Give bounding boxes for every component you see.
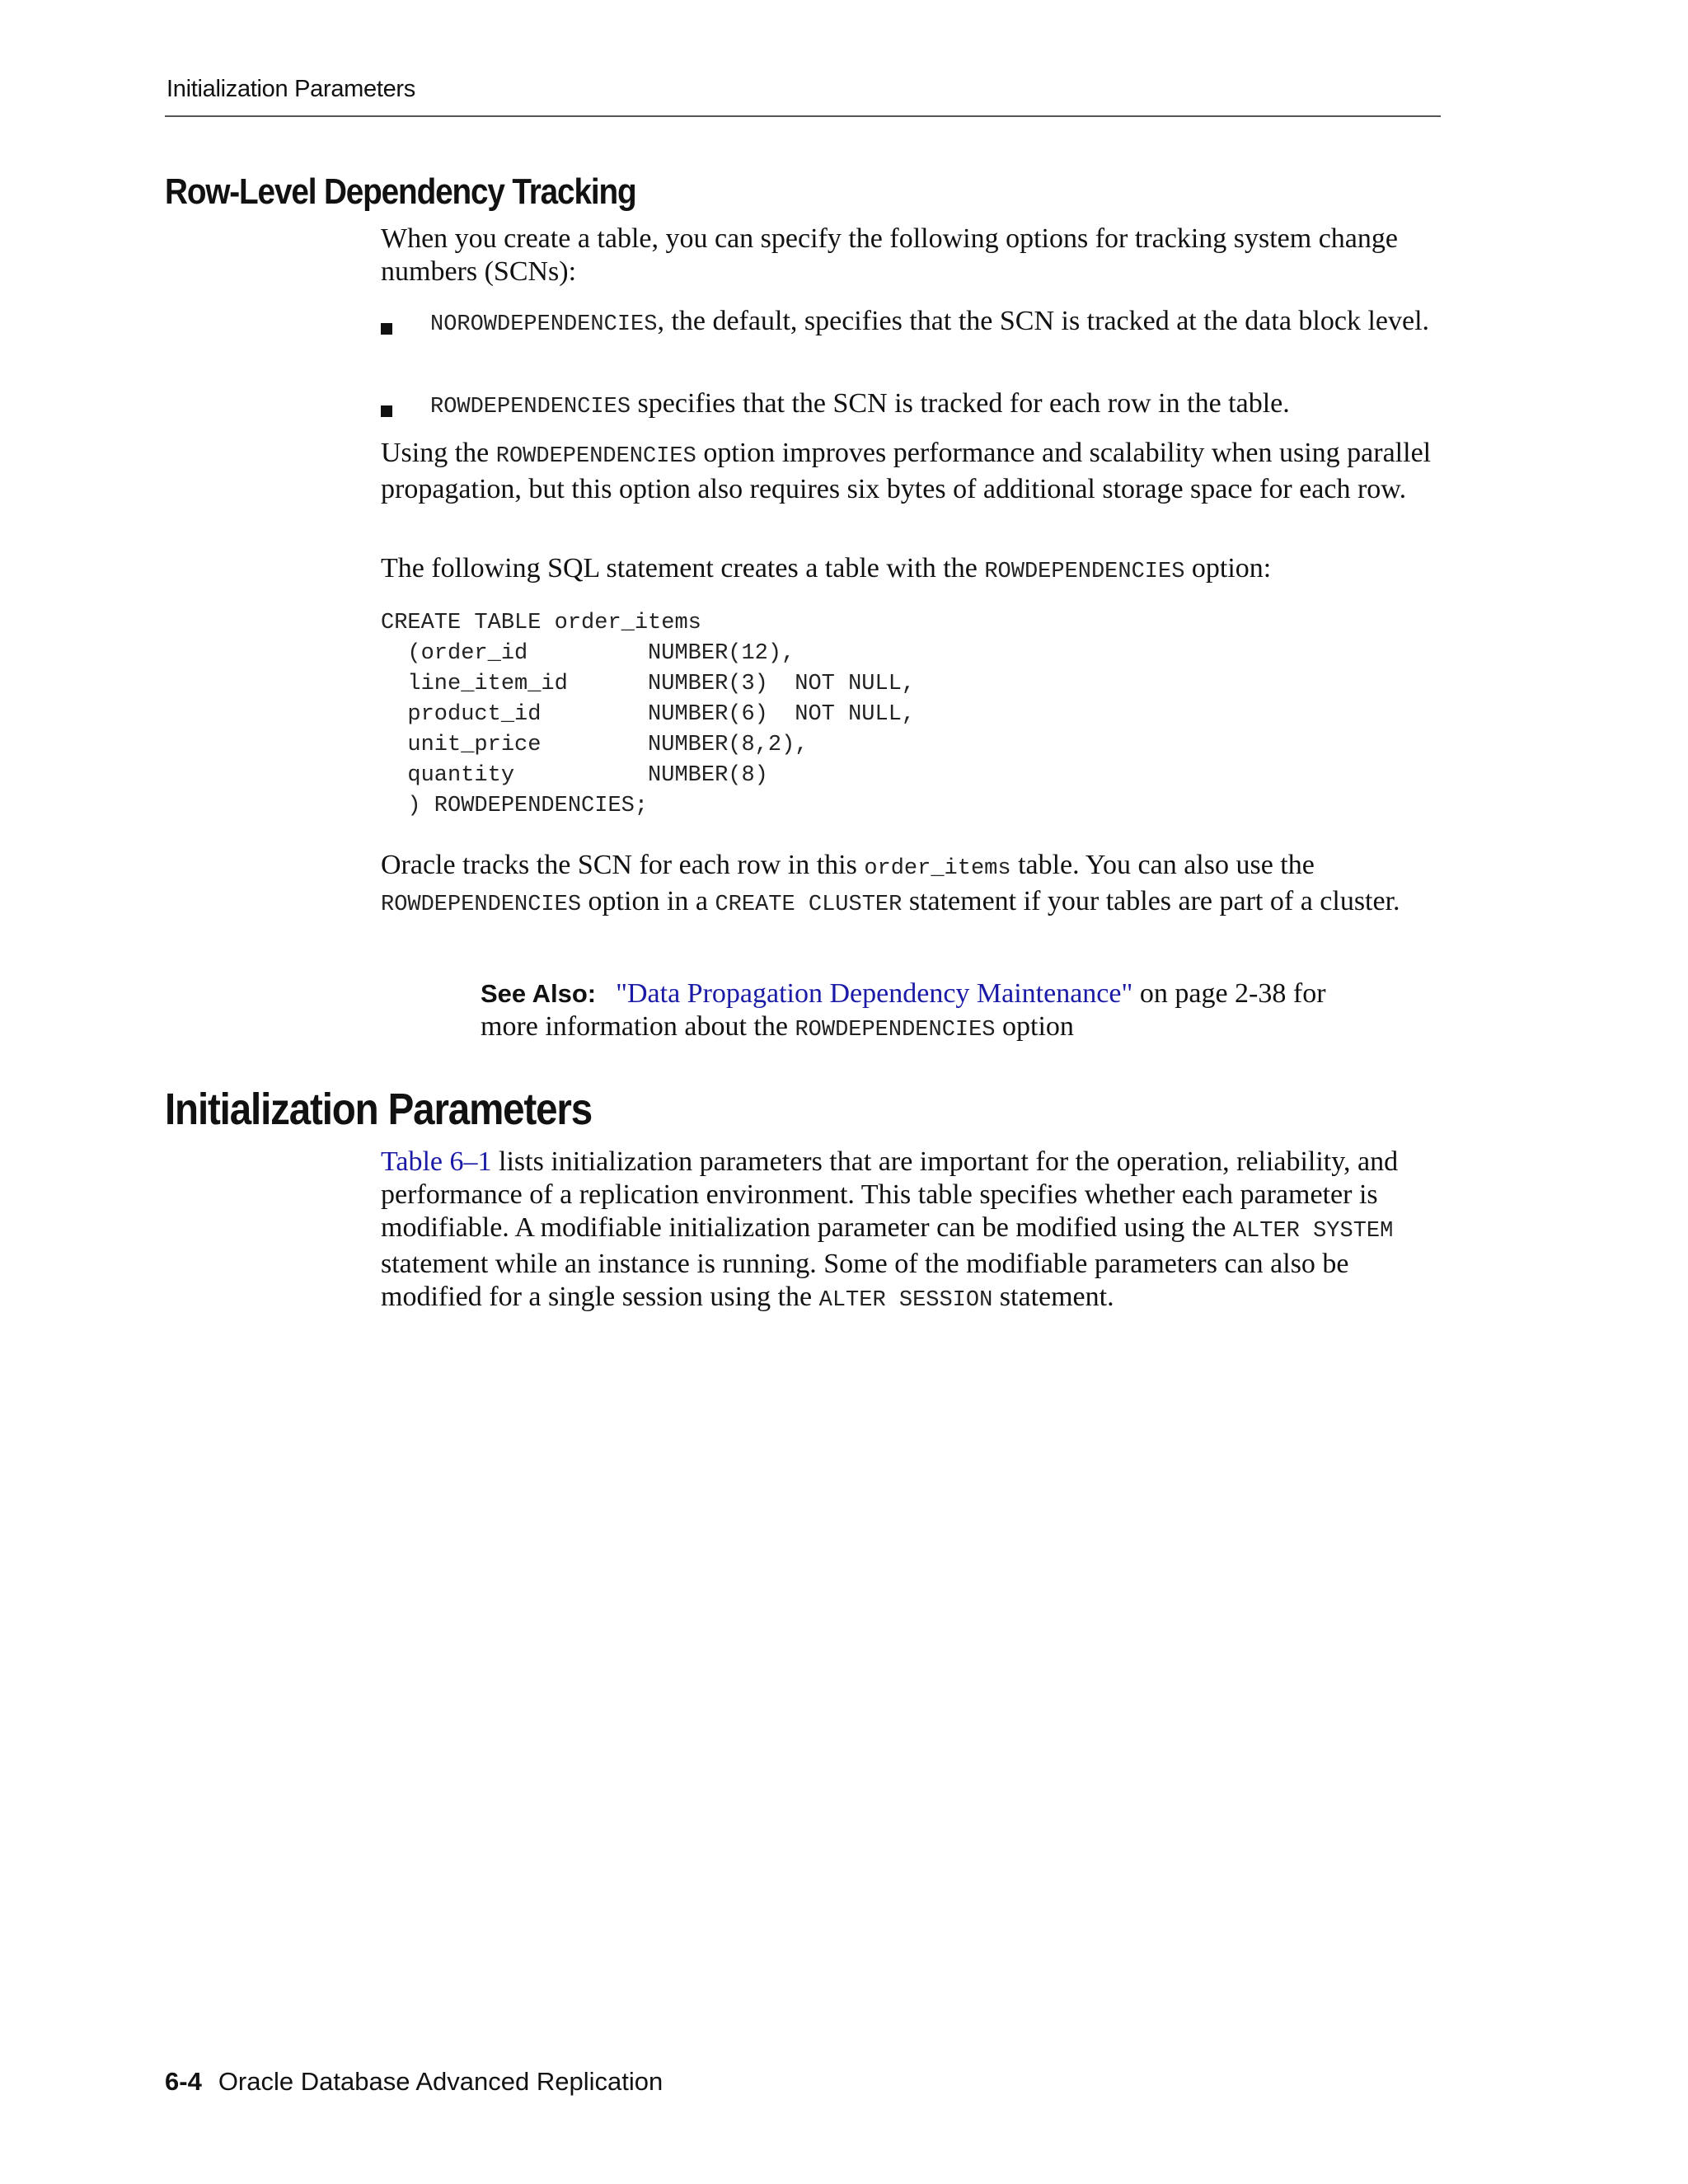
intro-paragraph [381, 223, 1444, 288]
code-create-cluster: CREATE CLUSTER [715, 893, 903, 917]
link-data-propagation-dependency-maintenance[interactable]: "Data Propagation Dependency Maintenance" [616, 978, 1133, 1009]
text-run: statement. [992, 1282, 1114, 1312]
running-header: Initialization Parameters [166, 76, 415, 102]
page-footer [165, 2067, 663, 2097]
bullet-text: , the default, specifies that the SCN is tracked at the data block level. [657, 306, 1430, 336]
code-rowdependencies: ROWDEPENDENCIES [381, 893, 582, 917]
bullet-marker [381, 323, 392, 335]
text-run: option in a [581, 886, 715, 916]
text-run: option [995, 1011, 1074, 1042]
section-heading-row-level: Row-Level Dependency Tracking [165, 171, 636, 212]
code-order-items: order_items [864, 856, 1011, 881]
code-alter-session: ALTER SESSION [818, 1288, 993, 1313]
text-run: lists initialization parameters that are important for the operation, reliability, and performance of a replication environment. This table specifies whether each parameter is modifiable. A modifiable initialization parameter can be modified using the [381, 1146, 1399, 1243]
text-run: Using the [381, 438, 496, 468]
code-alter-system: ALTER SYSTEM [1232, 1219, 1394, 1244]
rowdependencies-paragraph [381, 437, 1444, 506]
code-rowdependencies: ROWDEPENDENCIES [984, 560, 1185, 584]
text-run: table. You can also use the [1010, 850, 1315, 880]
code-rowdependencies: ROWDEPENDENCIES [495, 444, 696, 469]
bullet-item-norowdependencies [430, 305, 1444, 341]
link-table-6-1[interactable]: Table 6–1 [381, 1146, 492, 1177]
code-norowdependencies: NOROWDEPENDENCIES [430, 312, 658, 337]
text-run: The following SQL statement creates a table with the [381, 553, 985, 583]
text-run: statement if your tables are part of a cluster. [902, 886, 1400, 916]
text-run: option improves performance and scalability when using parallel propagation, but this option also requires six bytes of additional storage space for each row. [381, 438, 1432, 504]
order-items-paragraph [381, 849, 1444, 921]
see-also-note [481, 977, 1387, 1047]
text-run: on page 2-38 for more information about the [481, 978, 1326, 1042]
page-number: 6-4 [165, 2067, 202, 2096]
section-heading-initialization-parameters: Initialization Parameters [165, 1085, 593, 1134]
intro-text: When you create a table, you can specify the following options for tracking system change numbers (SCNs): [381, 223, 1398, 287]
code-rowdependencies: ROWDEPENDENCIES [430, 395, 631, 419]
bullet-text: specifies that the SCN is tracked for each row in the table. [631, 388, 1290, 419]
header-rule [165, 115, 1441, 117]
sql-code-block: CREATE TABLE order_items (order_id NUMBER(12), line_item_id NUMBER(3) NOT NULL, product_id NUMBER(6) NOT NULL, unit_price NUMBER(8,2), quantity NUMBER(8) ) ROWDEPENDENCIES; [381, 611, 916, 818]
text-run: statement while an instance is running. Some of the modifiable parameters can also be modified for a single session using the [381, 1249, 1349, 1312]
sql-intro-paragraph [381, 552, 1444, 588]
text-run: option: [1184, 553, 1272, 583]
text-run: Oracle tracks the SCN for each row in this [381, 850, 865, 880]
init-params-paragraph [381, 1146, 1444, 1317]
code-rowdependencies: ROWDEPENDENCIES [795, 1018, 996, 1043]
see-also-label: See Also: [481, 979, 597, 1008]
book-title: Oracle Database Advanced Replication [218, 2067, 663, 2096]
bullet-item-rowdependencies [430, 387, 1444, 424]
bullet-marker [381, 405, 392, 417]
